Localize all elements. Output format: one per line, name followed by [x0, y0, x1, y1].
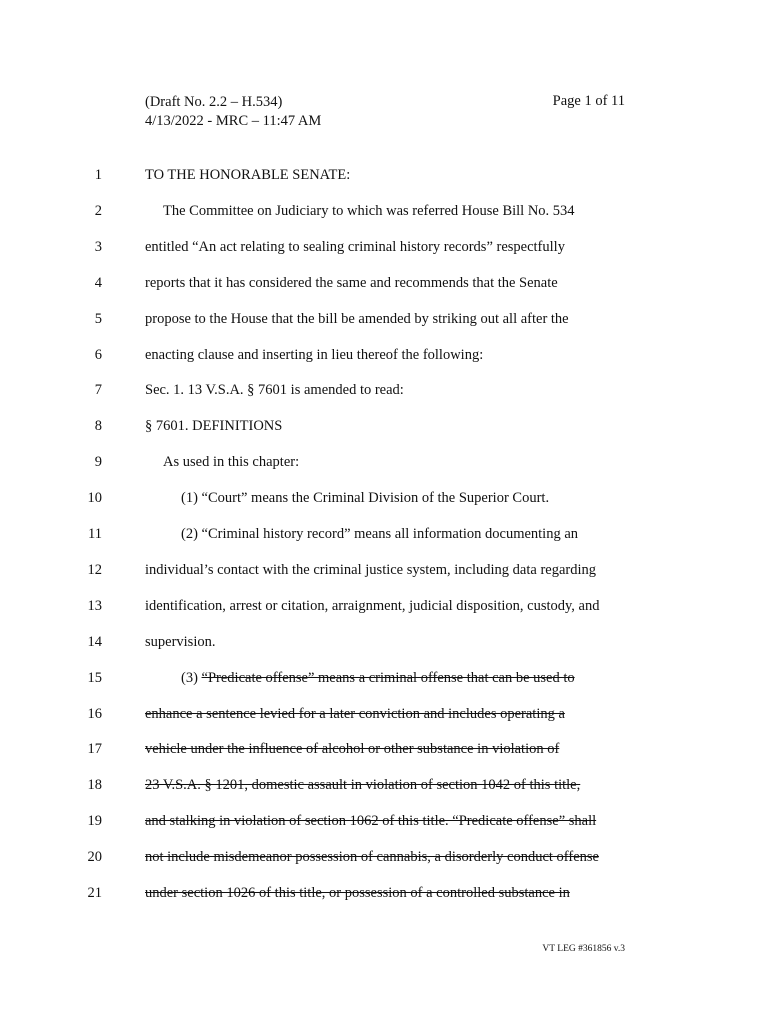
struck-text: not include misdemeanor possession of cannabis, a disorderly conduct offense	[145, 849, 599, 866]
text-segment: (2) “Criminal history record” means all information documenting an	[181, 526, 579, 542]
line-text	[145, 382, 404, 399]
document-line	[0, 634, 770, 658]
text-segment: Sec. 1. 13 V.S.A. § 7601 is amended to read:	[145, 382, 404, 399]
text-segment: reports that it has considered the same and recommends that the Senate	[145, 274, 558, 291]
struck-text: enhance a sentence levied for a later conviction and includes operating a	[145, 705, 565, 722]
text-segment: supervision.	[145, 633, 216, 650]
line-text	[181, 526, 578, 543]
line-number: 9	[94, 454, 102, 471]
document-line	[0, 562, 770, 586]
struck-text: “Predicate offense” means a criminal offense that can be used to	[201, 669, 575, 686]
line-text	[145, 311, 569, 328]
line-number: 8	[94, 418, 102, 435]
document-line	[0, 490, 770, 514]
line-text	[181, 490, 549, 507]
line-text	[145, 634, 215, 651]
text-segment: individual’s contact with the criminal justice system, including data regarding	[145, 561, 597, 578]
line-number: 7	[94, 382, 102, 399]
struck-text: and stalking in violation of section 1062 of this title. “Predicate offense” shall	[145, 813, 597, 830]
draft-number: (Draft No. 2.2 – H.534)	[145, 94, 283, 110]
text-segment: entitled “An act relating to sealing criminal history records” respectfully	[145, 238, 565, 255]
line-number: 1	[94, 167, 102, 183]
line-number: 21	[87, 885, 102, 901]
footer-doc-id: VT LEG #361856 v.3	[542, 944, 625, 954]
line-number: 19	[87, 813, 102, 830]
document-line	[0, 239, 770, 263]
document-line	[0, 526, 770, 550]
line-text	[145, 598, 599, 615]
page-number: Page 1 of 11	[552, 93, 625, 109]
line-text	[145, 849, 599, 866]
text-segment: As used in this chapter:	[163, 454, 300, 471]
draft-date: 4/13/2022 - MRC – 11:47 AM	[145, 113, 322, 129]
document-line	[0, 885, 770, 909]
line-number: 4	[94, 274, 102, 291]
text-segment: (3)	[181, 669, 202, 686]
line-number: 16	[87, 705, 102, 722]
document-line	[0, 598, 770, 622]
line-number: 6	[94, 346, 102, 363]
line-number: 13	[87, 597, 102, 614]
line-text	[145, 418, 282, 435]
struck-text: 23 V.S.A. § 1201, domestic assault in violation of section 1042 of this title,	[145, 777, 581, 794]
document-line	[0, 203, 770, 227]
line-number: 15	[87, 669, 102, 686]
document-line	[0, 706, 770, 730]
struck-text: under section 1026 of this title, or possession of a controlled substance in	[145, 885, 570, 901]
line-number: 18	[87, 777, 102, 794]
text-segment: TO THE HONORABLE SENATE:	[145, 167, 351, 183]
line-number: 10	[87, 490, 102, 507]
document-line	[0, 347, 770, 371]
struck-text: vehicle under the influence of alcohol or other substance in violation of	[145, 741, 560, 758]
text-segment: enacting clause and inserting in lieu thereof the following:	[145, 346, 484, 363]
line-text	[145, 813, 596, 830]
line-text	[181, 670, 575, 687]
draft-header	[145, 93, 321, 131]
text-segment: (1) “Court” means the Criminal Division of the Superior Court.	[181, 490, 550, 507]
line-text	[145, 347, 483, 364]
document-line	[0, 454, 770, 478]
line-text	[145, 275, 558, 292]
document-line	[0, 167, 770, 191]
document-line	[0, 777, 770, 801]
line-text	[145, 167, 350, 184]
line-text	[145, 239, 565, 256]
line-text	[145, 777, 580, 794]
line-number: 17	[87, 741, 102, 758]
document-line	[0, 849, 770, 873]
document-line	[0, 418, 770, 442]
line-text	[145, 562, 596, 579]
text-segment: identification, arrest or citation, arraignment, judicial disposition, custody, and	[145, 597, 600, 614]
line-number: 11	[88, 526, 102, 542]
line-number: 14	[87, 633, 102, 650]
document-line	[0, 311, 770, 335]
line-number: 5	[94, 310, 102, 327]
line-number: 2	[94, 202, 102, 219]
line-text	[145, 885, 570, 902]
line-text	[145, 706, 565, 723]
line-text	[145, 741, 559, 758]
text-segment: The Committee on Judiciary to which was referred House Bill No. 534	[163, 202, 575, 219]
line-text	[163, 454, 299, 471]
text-segment: § 7601. DEFINITIONS	[145, 418, 283, 435]
document-line	[0, 275, 770, 299]
text-segment: propose to the House that the bill be amended by striking out all after the	[145, 310, 569, 327]
line-number: 20	[87, 849, 102, 866]
document-line	[0, 741, 770, 765]
document-line	[0, 382, 770, 406]
line-number: 12	[87, 561, 102, 578]
document-line	[0, 813, 770, 837]
document-line	[0, 670, 770, 694]
line-number: 3	[94, 238, 102, 255]
line-text	[163, 203, 575, 220]
